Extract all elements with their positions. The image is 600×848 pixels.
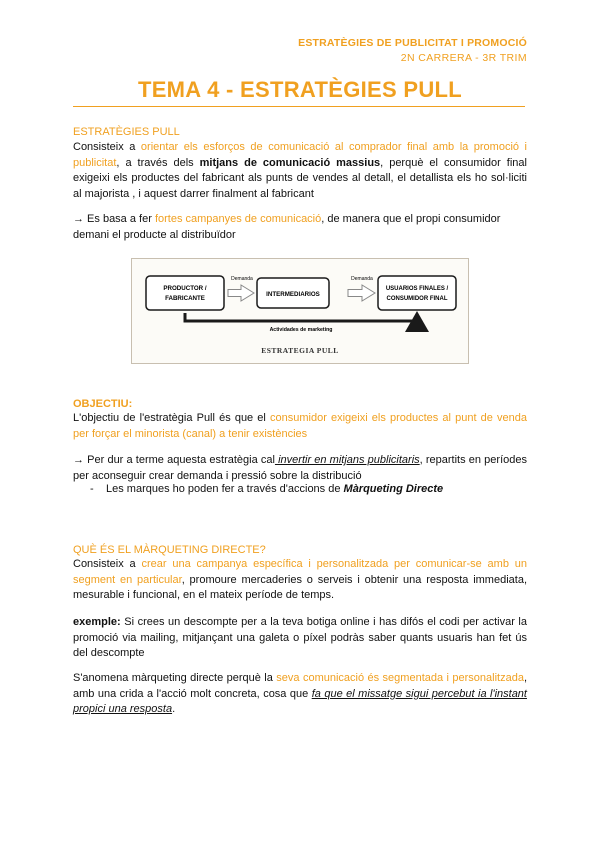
box3-line1: USUARIOS FINALES / xyxy=(385,286,449,292)
text-run: → Per dur a terme aquesta estratègia cal xyxy=(73,454,275,466)
box1-line2: FABRICANTE xyxy=(165,295,205,302)
marketing-label: Actividades de marketing xyxy=(269,327,333,333)
bullet-dash: - xyxy=(90,483,94,495)
text-run: S'anomena màrqueting directe perquè la xyxy=(73,672,277,684)
demand-arrow-right xyxy=(348,285,375,301)
title-divider xyxy=(73,106,525,107)
underlined-text: invertir en mitjans publicitaris xyxy=(274,454,420,466)
highlight-text: crear una campanya específica i personalitzada per comunicar-se amb un segment en particular xyxy=(73,558,527,586)
text-run: L'objectiu de l'estratègia Pull és que el xyxy=(73,412,270,424)
bold-italic-text: Màrqueting Directe xyxy=(343,483,444,495)
section1-heading xyxy=(73,125,527,141)
header-course: ESTRATÈGIES DE PUBLICITAT I PROMOCIÓ xyxy=(298,37,527,49)
box2-label: INTERMEDIARIOS xyxy=(266,291,320,298)
example-label: exemple: xyxy=(73,616,121,628)
text-run: Si crees un descompte per a la teva botiga online i has difós el codi per activar la promoció via mailing, mitjançant una galeta o píxel podràs saber quants usuaris han fet ús del descompte xyxy=(73,616,527,659)
box-usuarios xyxy=(378,276,456,310)
box-productor xyxy=(146,276,224,310)
text-run: , de manera que el propi consumidor demani el producte al distribuïdor xyxy=(73,213,501,241)
box3-line2: CONSUMIDOR FINAL xyxy=(386,296,448,302)
page-title: TEMA 4 - ESTRATÈGIES PULL xyxy=(137,77,463,102)
marketing-arrow xyxy=(185,313,417,321)
section3-heading-text: QUÈ ÉS EL MÀRQUETING DIRECTE? xyxy=(73,544,266,556)
text-run: Consisteix a xyxy=(73,558,142,570)
highlight-text: consumidor exigeixi els productes al punt de venda per forçar el minorista (canal) a tenir existències xyxy=(73,412,527,440)
section1-paragraph1 xyxy=(73,140,527,202)
section3-example xyxy=(73,615,527,662)
text-run: , promoure mercaderies o serveis i obtenir una resposta immediata, mesurable i funcional, en el mateix període de temps. xyxy=(73,573,528,601)
highlight-text: fortes campanyes de comunicació xyxy=(154,213,322,225)
diagram-caption: ESTRATEGIA PULL xyxy=(261,346,339,355)
bold-text: mitjans de comunicació massius xyxy=(199,156,381,169)
underlined-text: fa que el missatge sigui percebut ia l'instant propici una resposta xyxy=(73,687,527,715)
text-run: Les marques ho poden fer a través d'accions de xyxy=(106,483,344,495)
bullet-item xyxy=(90,483,443,495)
demand-label-2: Demanda xyxy=(351,276,373,282)
demand-arrow-left xyxy=(228,285,254,301)
text-run: , a través dels xyxy=(116,156,200,169)
section1-paragraph2 xyxy=(73,212,527,243)
section1-heading-text: ESTRATÈGIES PULL xyxy=(73,126,180,138)
diagram-svg xyxy=(132,259,468,363)
text-run: . xyxy=(172,703,176,715)
section3-paragraph3 xyxy=(73,671,527,718)
section2-heading-text: OBJECTIU: xyxy=(73,398,133,410)
text-run: , amb una crida a l'acció molt concreta, cosa que xyxy=(73,672,528,700)
box1-line1: PRODUCTOR / xyxy=(163,285,207,292)
demand-label-1: Demanda xyxy=(231,276,253,282)
highlight-text: seva comunicació és segmentada i personalitzada xyxy=(276,672,524,684)
section3-paragraph1 xyxy=(73,557,527,604)
section2-paragraph1 xyxy=(73,411,527,442)
section2-paragraph2 xyxy=(73,453,527,484)
text-run: , repartits en períodes per aconseguir crear demanda i pressió sobre la distribució xyxy=(73,454,527,482)
text-run: → Es basa a fer xyxy=(73,213,155,225)
text-run: , perquè el consumidor final exigeixi els productes del fabricant als punts de vendes al detall, el detallista els ho sol·liciti al majorista , i aquest darrer finalment al fabricant xyxy=(73,156,527,200)
text-run: Consisteix a xyxy=(73,141,141,153)
highlight-text: orientar els esforços de comunicació al comprador final amb la promoció i publicitat xyxy=(73,141,527,169)
header-program: 2N CARRERA - 3R TRIM xyxy=(400,52,527,64)
pull-strategy-diagram xyxy=(131,258,469,364)
